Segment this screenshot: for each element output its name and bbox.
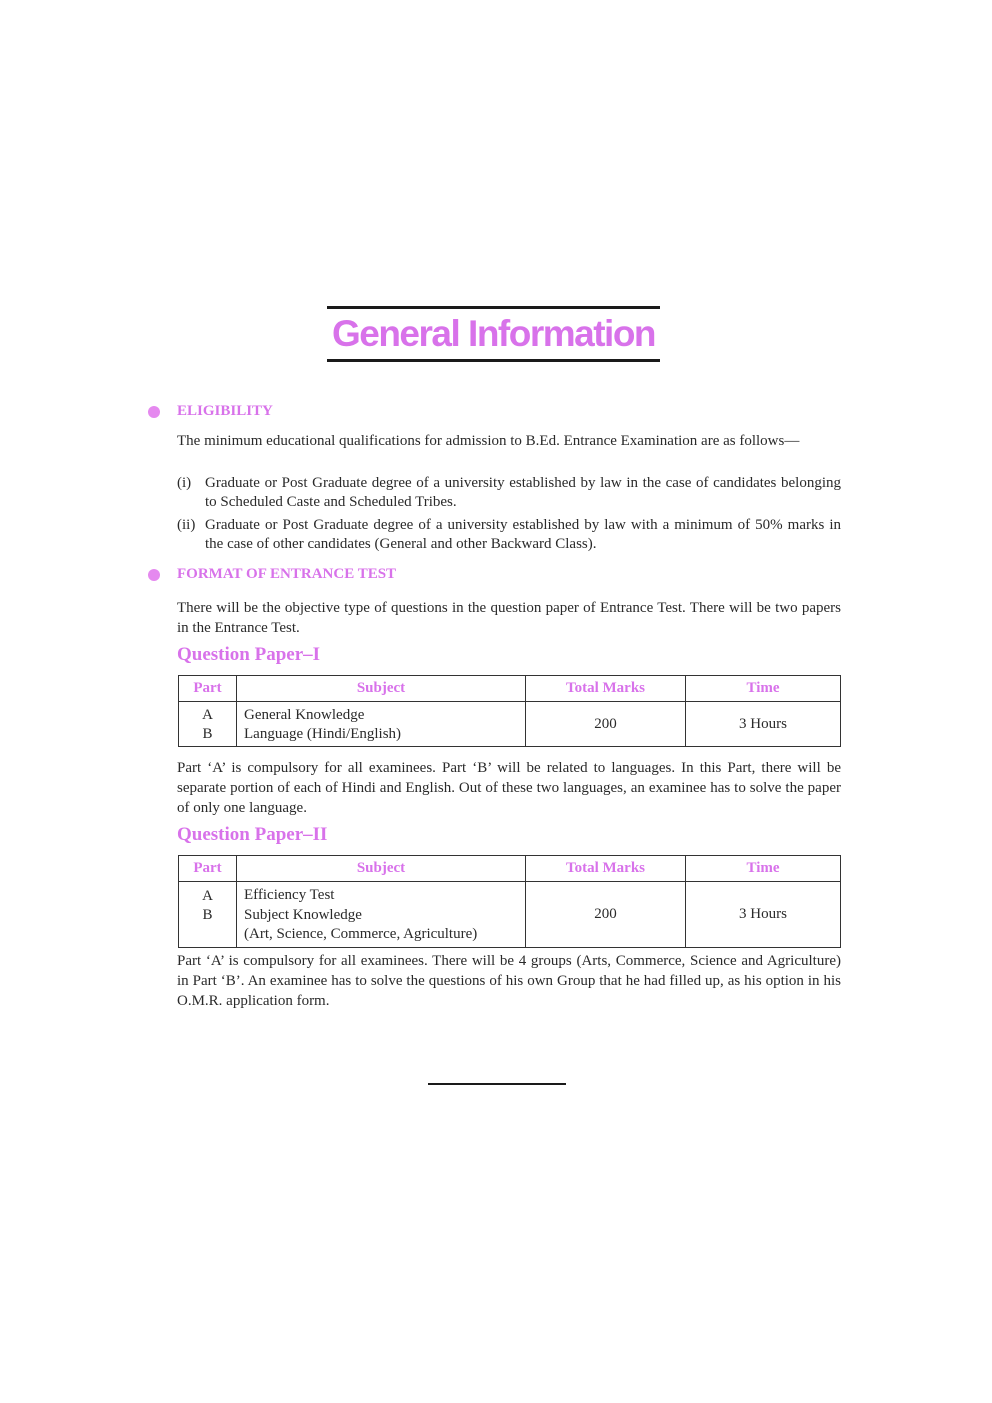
header-part: Part [179, 676, 237, 702]
subject-label: Subject Knowledge [244, 906, 362, 923]
list-item-text: Graduate or Post Graduate degree of a university established by law in the case of candidates belonging to Scheduled Caste and Scheduled Tribes. [205, 475, 841, 510]
subject-label: Efficiency Test [244, 887, 335, 903]
part-cell [179, 882, 237, 948]
list-item-text: Graduate or Post Graduate degree of a university established by law with a minimum of 50% marks in the case of other candidates (General and other Backward Class). [205, 517, 841, 552]
table-row [179, 702, 841, 747]
part-label: B [202, 726, 213, 742]
header-part: Part [179, 856, 237, 882]
eligibility-intro: The minimum educational qualifications for admission to B.Ed. Entrance Examination are as follows— [177, 433, 800, 449]
paper1-table [178, 675, 841, 747]
table-row [179, 882, 841, 948]
part-label: B [202, 906, 213, 923]
paper2-title: Question Paper–II [177, 824, 328, 845]
part-cell [179, 702, 237, 747]
part-label: A [202, 887, 213, 904]
subject-cell [237, 702, 526, 747]
header-subject: Subject [237, 856, 526, 882]
header-time: Time [686, 856, 841, 882]
bullet-icon [148, 569, 160, 581]
list-item-number: (ii) [177, 517, 196, 533]
total-marks-cell: 200 [526, 702, 686, 747]
page-title: General Information [331, 313, 656, 354]
subject-label: Language (Hindi/English) [244, 726, 402, 742]
paper2-table [178, 855, 841, 948]
total-marks-cell: 200 [526, 882, 686, 948]
table-header-row [179, 856, 841, 882]
subject-cell [237, 882, 526, 948]
bullet-icon [148, 406, 160, 418]
end-divider [428, 1083, 566, 1085]
paper1-title: Question Paper–I [177, 644, 321, 665]
header-time: Time [686, 676, 841, 702]
table-header-row [179, 676, 841, 702]
paper1-note: Part ‘A’ is compulsory for all examinees. Part ‘B’ will be related to languages. In this Part, there will be separate portion of each of Hindi and English. Out of these two languages, an examinee has to solve the paper of only one language. [177, 760, 841, 816]
subject-label: (Art, Science, Commerce, Agriculture) [244, 926, 478, 942]
header-total-marks: Total Marks [526, 676, 686, 702]
page-title-frame [327, 306, 660, 362]
paper2-note: Part ‘A’ is compulsory for all examinees. There will be 4 groups (Arts, Commerce, Science and Agriculture) in Part ‘B’. An examinee has to solve the questions of his own Group that he had filled up, as his option in his O.M.R. application form. [177, 953, 841, 1009]
time-cell: 3 Hours [686, 702, 841, 747]
eligibility-heading: ELIGIBILITY [177, 403, 273, 419]
subject-label: General Knowledge [244, 707, 365, 723]
header-total-marks: Total Marks [526, 856, 686, 882]
time-cell: 3 Hours [686, 882, 841, 948]
list-item-number: (i) [177, 475, 192, 491]
format-heading: FORMAT OF ENTRANCE TEST [177, 566, 397, 582]
format-intro: There will be the objective type of questions in the question paper of Entrance Test. There will be two papers in the Entrance Test. [177, 600, 841, 636]
header-subject: Subject [237, 676, 526, 702]
part-label: A [202, 707, 213, 723]
